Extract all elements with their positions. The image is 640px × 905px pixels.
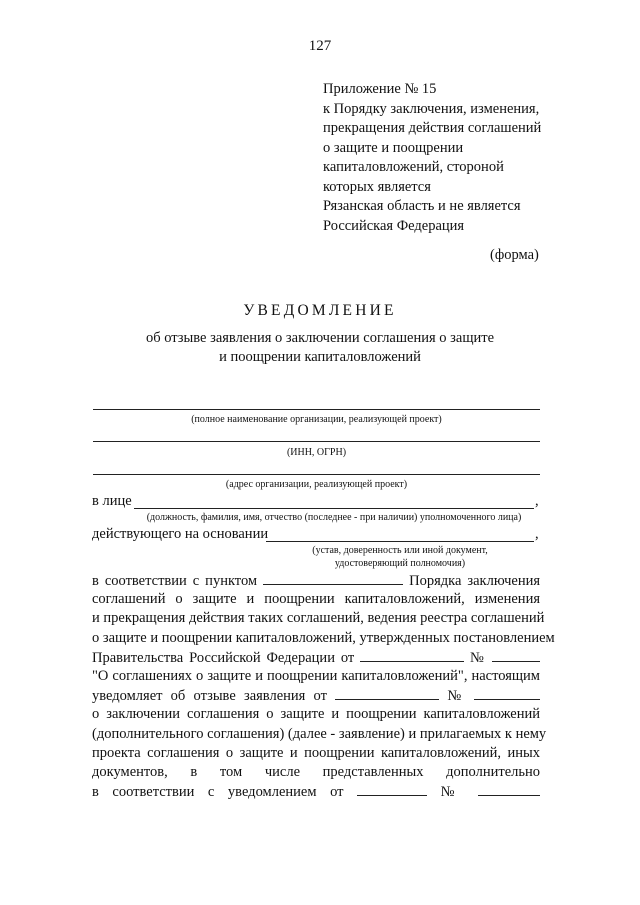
appendix-line: о защите и поощрении [323,139,464,156]
body-text: уведомляет об отзыве заявления от [92,688,327,705]
address-caption: (адрес организации, реализующей проект) [225,479,408,490]
inn-ogrn-field[interactable] [93,441,540,442]
body-line: "О соглашениях о защите и поощрении капиталовложений", настоящим [92,667,540,684]
body-line [92,571,540,590]
acting-basis-label: действующего на основании [92,526,269,542]
body-line: (дополнительного соглашения) (далее - заявление) и прилагаемых к нему [92,725,547,742]
subtitle-line: об отзыве заявления о заключении соглашения о защите [145,330,495,346]
acting-basis-caption: (устав, доверенность или иной документ, [312,545,488,556]
appendix-line: капиталовложений, стороной [323,159,504,175]
appendix-line: к Порядку заключения, изменения, [323,100,540,117]
appendix-line: которых является [323,178,431,195]
resolution-date-field[interactable] [360,648,464,662]
address-field[interactable] [93,474,540,475]
comma: , [535,493,539,509]
resolution-number-field[interactable] [492,648,540,662]
body-text: в соответствии с пунктом [92,573,258,589]
body-paragraph [92,571,555,801]
document-title: УВЕДОМЛЕНИЕ [243,302,397,319]
inn-ogrn-caption: (ИНН, ОГРН) [286,447,347,458]
clause-number-field[interactable] [263,571,403,585]
application-date-field[interactable] [335,686,439,700]
body-text: № [440,784,465,801]
org-name-caption: (полное наименование организации, реализующей проект) [191,414,442,425]
appendix-header [323,80,553,236]
notice-number-field[interactable] [478,782,540,796]
body-text: Правительства Российской Федерации от [92,649,355,666]
body-text: № [470,649,487,666]
body-line: соглашений о защите и поощрении капиталовложений, изменения [92,591,540,608]
acting-basis-caption: удостоверяющий полномочия) [334,558,466,569]
document-subtitle [0,329,640,367]
in-person-label: в лице [92,493,132,509]
form-label: (форма) [490,247,539,263]
appendix-line: Рязанская область и не является [323,198,521,214]
body-line: о заключении соглашения о защите и поощрении капиталовложений [92,706,540,723]
page-number: 127 [308,38,332,54]
body-text: в соответствии с уведомлением от [92,784,344,801]
comma: , [535,526,539,542]
body-text: № [447,688,466,705]
body-line: и прекращения действия таких соглашений, ведения реестра соглашений [92,610,545,627]
body-line [92,686,540,705]
body-line: о защите и поощрении капиталовложений, утвержденных постановлением [92,629,555,646]
appendix-line: Российская Федерация [323,217,465,234]
subtitle-line: и поощрении капиталовложений [219,349,421,365]
body-line: проекта соглашения о защите и поощрении капиталовложений, иных [92,744,540,761]
in-person-field[interactable] [134,508,534,509]
body-line [92,648,540,667]
notice-date-field[interactable] [357,782,427,796]
body-text: Порядка заключения [409,573,541,589]
in-person-caption: (должность, фамилия, имя, отчество (последнее - при наличии) уполномоченного лица) [146,512,522,523]
acting-basis-field[interactable] [266,541,534,542]
body-line: документов, в том числе представленных дополнительно [92,763,540,780]
application-number-field[interactable] [474,686,540,700]
appendix-line: прекращения действия соглашений [323,120,542,136]
body-line [92,782,540,801]
appendix-line: Приложение № 15 [323,81,437,97]
org-name-field[interactable] [93,409,540,410]
